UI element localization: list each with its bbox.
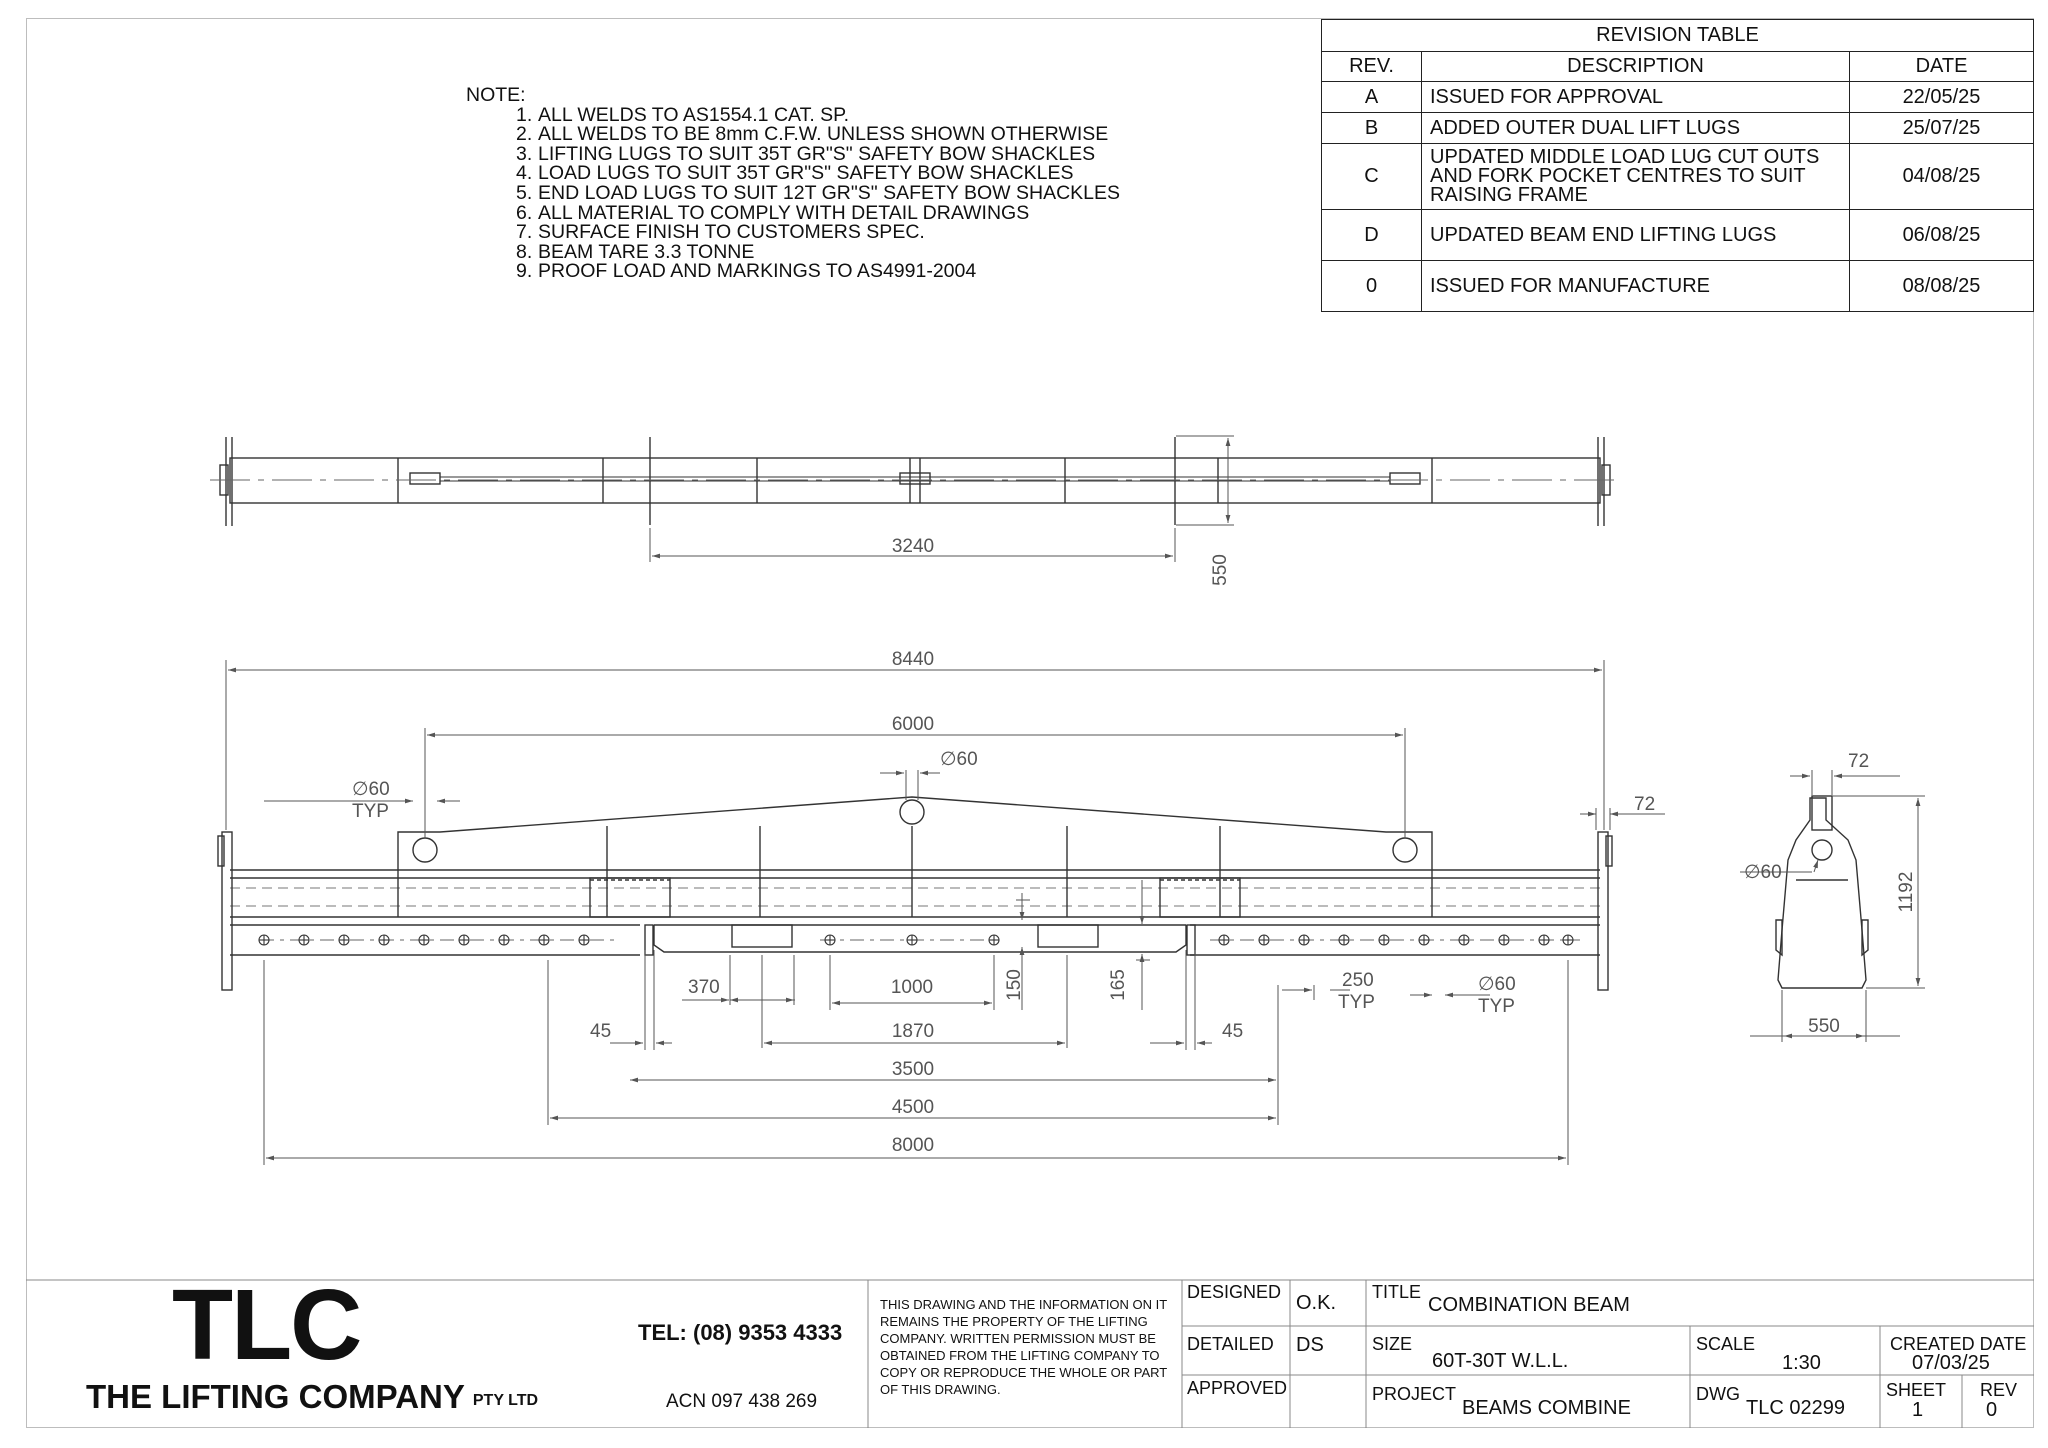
note-number: 4. <box>516 162 533 185</box>
telephone: TEL: (08) 9353 4333 <box>638 1320 843 1345</box>
note-text: ALL WELDS TO AS1554.1 CAT. SP. <box>538 103 850 126</box>
dimension-8440: 8440 <box>891 649 935 670</box>
note-number: 6. <box>516 201 533 224</box>
note-text: ALL MATERIAL TO COMPLY WITH DETAIL DRAWINGS <box>538 201 1030 224</box>
revision-date: 04/08/25 <box>1850 144 2034 210</box>
dimension-1000: 1000 <box>890 977 934 998</box>
note-number: 3. <box>516 142 533 165</box>
top-view <box>210 437 1620 526</box>
company-logo: TLC <box>172 1269 361 1381</box>
revision-header-description: DESCRIPTION <box>1422 52 1850 82</box>
dimension-typ-250: TYP <box>1338 992 1375 1013</box>
dimension-typ-left: TYP <box>352 801 389 822</box>
company-name <box>86 1379 538 1415</box>
dimension-8000: 8000 <box>891 1135 935 1156</box>
revision-date: 22/05/25 <box>1850 82 2034 113</box>
note-text: BEAM TARE 3.3 TONNE <box>538 240 755 263</box>
sheet-label: SHEET <box>1886 1380 1947 1400</box>
copyright-disclaimer: THIS DRAWING AND THE INFORMATION ON IT REMAINS THE PROPERTY OF THE LIFTING COMPANY. WRITTEN PERMISSION MUST BE OBTAINED FROM THE LIFTING COMPANY TO COPY OR REPRODUCE THE WHOLE OR PART OF THIS DRAWING. <box>880 1297 1168 1397</box>
scale-value: 1:30 <box>1782 1352 1821 1374</box>
revision-date: 25/07/25 <box>1850 113 2034 144</box>
revision-description: UPDATED MIDDLE LOAD LUG CUT OUTS AND FORK POCKET CENTRES TO SUIT RAISING FRAME <box>1422 144 1850 210</box>
title-label: TITLE <box>1372 1282 1422 1302</box>
dimension-165: 165 <box>1108 969 1129 1001</box>
revision-rev: 0 <box>1322 261 1422 312</box>
size-label: SIZE <box>1372 1334 1413 1354</box>
revision-date: 06/08/25 <box>1850 210 2034 261</box>
detailed-label: DETAILED <box>1187 1334 1274 1354</box>
revision-header-rev: REV. <box>1322 52 1422 82</box>
rev-label: REV <box>1980 1380 2018 1400</box>
revision-date: 08/08/25 <box>1850 261 2034 312</box>
revision-rev: D <box>1322 210 1422 261</box>
note-text: ALL WELDS TO BE 8mm C.F.W. UNLESS SHOWN OTHERWISE <box>538 123 1109 146</box>
company-suffix: PTY LTD <box>472 1392 539 1409</box>
bolt-holes <box>259 935 1573 945</box>
dimension-hole-top: ∅60 <box>940 749 978 770</box>
approved-label: APPROVED <box>1187 1378 1288 1398</box>
detailed-value: DS <box>1296 1334 1324 1356</box>
acn-number: ACN 097 438 269 <box>666 1391 818 1412</box>
revision-rev: A <box>1322 82 1422 113</box>
dimension-side-hole: ∅60 <box>1744 862 1782 883</box>
note-number: 7. <box>516 221 533 244</box>
note-text: SURFACE FINISH TO CUSTOMERS SPEC. <box>538 221 925 244</box>
revision-header-date: DATE <box>1850 52 2034 82</box>
dimension-45-left: 45 <box>590 1021 612 1042</box>
note-number: 8. <box>516 240 533 263</box>
sheet-value: 1 <box>1912 1399 1924 1421</box>
company-name-text: THE LIFTING COMPANY <box>86 1378 465 1415</box>
note-number: 1. <box>516 103 533 126</box>
drawing-title: COMBINATION BEAM <box>1428 1294 1630 1316</box>
dimension-250: 250 <box>1342 970 1374 991</box>
side-view <box>1776 796 1868 988</box>
note-text: PROOF LOAD AND MARKINGS TO AS4991-2004 <box>538 260 977 283</box>
dimension-4500: 4500 <box>891 1097 935 1118</box>
revision-description: UPDATED BEAM END LIFTING LUGS <box>1422 210 1850 261</box>
project-value: BEAMS COMBINE <box>1462 1397 1631 1419</box>
rev-value: 0 <box>1986 1399 1998 1421</box>
dimension-45-right: 45 <box>1222 1021 1244 1042</box>
notes-heading: NOTE: <box>466 84 526 106</box>
top-view-dimensions <box>650 436 1234 562</box>
revision-rev: C <box>1322 144 1422 210</box>
dimension-550-top: 550 <box>1210 554 1231 586</box>
dimension-end-lug: 72 <box>1634 794 1656 815</box>
revision-description: ADDED OUTER DUAL LIFT LUGS <box>1422 113 1850 144</box>
note-text: LIFTING LUGS TO SUIT 35T GR"S" SAFETY BOW SHACKLES <box>538 142 1096 165</box>
front-view <box>218 797 1612 990</box>
designed-value: O.K. <box>1296 1292 1337 1314</box>
created-date-value: 07/03/25 <box>1912 1352 1990 1374</box>
dimension-6000: 6000 <box>891 714 935 735</box>
dimension-3240: 3240 <box>891 536 935 557</box>
dimension-370: 370 <box>688 977 720 998</box>
dimension-side-lug: 72 <box>1848 751 1870 772</box>
project-label: PROJECT <box>1372 1384 1457 1404</box>
note-text: END LOAD LUGS TO SUIT 12T GR"S" SAFETY BOW SHACKLES <box>538 181 1121 204</box>
note-number: 9. <box>516 260 533 283</box>
dimension-150: 150 <box>1004 969 1025 1001</box>
note-number: 2. <box>516 123 533 146</box>
front-view-dimensions <box>226 660 1665 1165</box>
dimension-side-height: 1192 <box>1896 871 1917 913</box>
revision-description: ISSUED FOR MANUFACTURE <box>1422 261 1850 312</box>
dwg-label: DWG <box>1696 1384 1740 1404</box>
note-text: LOAD LUGS TO SUIT 35T GR"S" SAFETY BOW SHACKLES <box>538 162 1074 185</box>
dimension-3500: 3500 <box>891 1059 935 1080</box>
size-value: 60T-30T W.L.L. <box>1432 1350 1569 1372</box>
dimension-hole-right: ∅60 <box>1478 974 1516 995</box>
dwg-number: TLC 02299 <box>1746 1397 1845 1419</box>
revision-table-title: REVISION TABLE <box>1322 20 2034 52</box>
dimension-typ-right: TYP <box>1478 996 1515 1017</box>
scale-label: SCALE <box>1696 1334 1756 1354</box>
note-number: 5. <box>516 181 533 204</box>
revision-description: ISSUED FOR APPROVAL <box>1422 82 1850 113</box>
dimension-hole-left: ∅60 <box>352 779 390 800</box>
dimension-side-width: 550 <box>1808 1016 1840 1037</box>
dimension-1870: 1870 <box>891 1021 935 1042</box>
designed-label: DESIGNED <box>1187 1282 1282 1302</box>
created-date-label: CREATED DATE <box>1890 1334 2027 1354</box>
revision-rev: B <box>1322 113 1422 144</box>
